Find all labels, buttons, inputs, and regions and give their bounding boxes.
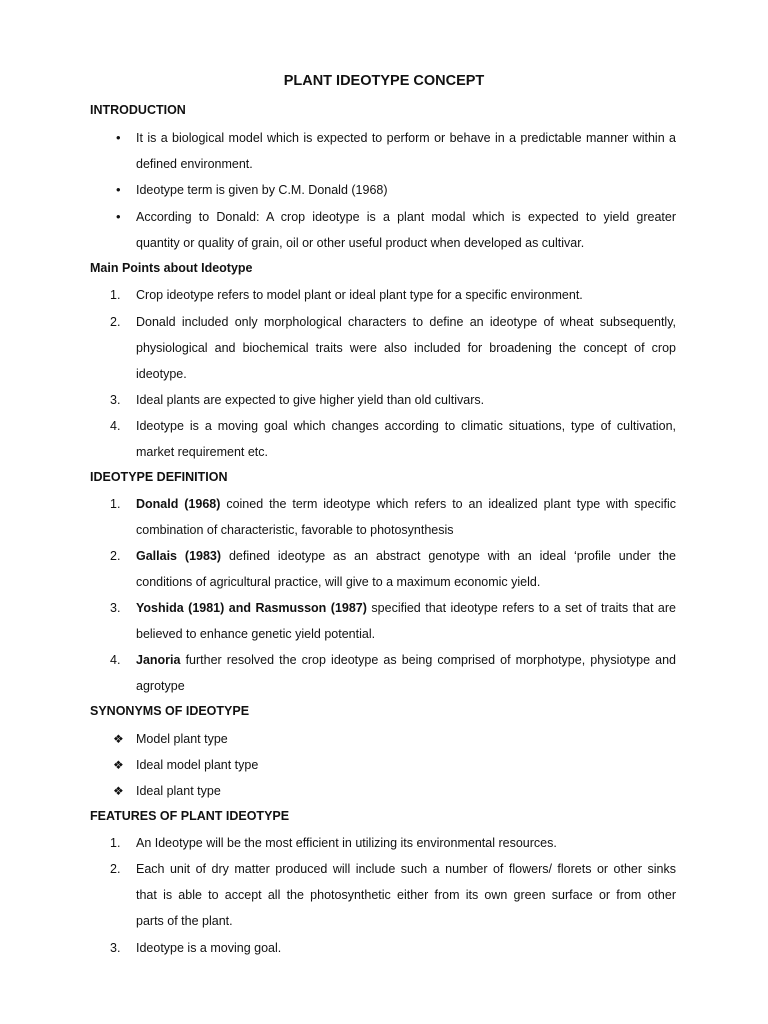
- definition-3-text: specified that ideotype refers to a set of traits that are: [366, 601, 677, 615]
- main-point-2-line-3: ideotype.: [136, 367, 187, 381]
- intro-item-2-line-1: Ideotype term is given by C.M. Donald (1968): [136, 183, 388, 197]
- list-number: 3.: [110, 393, 121, 407]
- definition-1-text: coined the term ideotype which refers to an idealized plant type with specific: [220, 497, 676, 511]
- heading-features: FEATURES OF PLANT IDEOTYPE: [90, 809, 290, 823]
- list-number: 2.: [110, 862, 121, 876]
- list-number: 2.: [110, 315, 121, 329]
- diamond-bullet-icon: ❖: [113, 784, 124, 798]
- synonym-item: Ideal model plant type: [136, 758, 259, 772]
- main-point-4-line-2: market requirement etc.: [136, 445, 268, 459]
- main-point-3-line-1: Ideal plants are expected to give higher yield than old cultivars.: [136, 393, 485, 407]
- bullet-marker: •: [116, 209, 121, 224]
- list-number: 3.: [110, 941, 121, 955]
- definition-4-text: further resolved the crop ideotype as being comprised of morphotype, physiotype and: [180, 653, 676, 667]
- list-number: 1.: [110, 288, 121, 302]
- definition-1-author: Donald (1968): [136, 497, 221, 511]
- list-number: 1.: [110, 497, 121, 511]
- feature-2-line-2: that is able to accept all the photosynthetic either from its own green surface or from other: [136, 888, 676, 902]
- list-number: 4.: [110, 653, 121, 667]
- list-number: 1.: [110, 836, 121, 850]
- diamond-bullet-icon: ❖: [113, 732, 124, 746]
- main-point-1-line-1: Crop ideotype refers to model plant or ideal plant type for a specific environment.: [136, 288, 583, 302]
- intro-item-3-line-2: quantity or quality of grain, oil or other useful product when developed as cultivar.: [136, 236, 585, 250]
- definition-1-line-1: [136, 496, 676, 512]
- list-number: 2.: [110, 549, 121, 563]
- definition-4-line-1: [136, 652, 676, 668]
- main-point-4-line-1: Ideotype is a moving goal which changes according to climatic situations, type of cultivation,: [136, 419, 676, 433]
- feature-1-line-1: An Ideotype will be the most efficient in utilizing its environmental resources.: [136, 836, 557, 850]
- heading-ideotype-definition: IDEOTYPE DEFINITION: [90, 470, 228, 484]
- definition-2-author: Gallais (1983): [136, 549, 222, 563]
- definition-1-line-2: combination of characteristic, favorable to photosynthesis: [136, 523, 454, 537]
- feature-2-line-1: Each unit of dry matter produced will include such a number of flowers/ florets or other sinks: [136, 862, 676, 876]
- definition-4-author: Janoria: [136, 653, 181, 667]
- definition-2-line-2: conditions of agricultural practice, will give to a maximum economic yield.: [136, 575, 541, 589]
- heading-introduction: INTRODUCTION: [90, 103, 186, 117]
- definition-4-line-2: agrotype: [136, 679, 185, 693]
- definition-2-text: defined ideotype as an abstract genotype with an ideal ‘profile under the: [221, 549, 676, 563]
- feature-2-line-3: parts of the plant.: [136, 914, 233, 928]
- main-point-2-line-1: Donald included only morphological characters to define an ideotype of wheat subsequently,: [136, 315, 676, 329]
- heading-synonyms: SYNONYMS OF IDEOTYPE: [90, 704, 250, 718]
- feature-3-line-1: Ideotype is a moving goal.: [136, 941, 282, 955]
- main-point-2-line-2: physiological and biochemical traits were also included for broadening the concept of crop: [136, 341, 676, 355]
- page-title: PLANT IDEOTYPE CONCEPT: [283, 73, 485, 89]
- intro-item-3-line-1: According to Donald: A crop ideotype is a plant modal which is expected to yield greater: [136, 210, 676, 224]
- bullet-marker: •: [116, 130, 121, 145]
- definition-3-authors: Yoshida (1981) and Rasmusson (1987): [136, 601, 367, 615]
- synonym-item: Model plant type: [136, 732, 228, 746]
- diamond-bullet-icon: ❖: [113, 758, 124, 772]
- bullet-marker: •: [116, 182, 121, 197]
- synonym-item: Ideal plant type: [136, 784, 221, 798]
- definition-3-line-1: [136, 600, 676, 616]
- definition-2-line-1: [136, 548, 676, 564]
- intro-item-1-line-2: defined environment.: [136, 157, 253, 171]
- intro-item-1-line-1: It is a biological model which is expected to perform or behave in a predictable manner within a: [136, 131, 676, 145]
- definition-3-line-2: believed to enhance genetic yield potential.: [136, 627, 376, 641]
- heading-main-points: Main Points about Ideotype: [90, 261, 253, 275]
- list-number: 3.: [110, 601, 121, 615]
- list-number: 4.: [110, 419, 121, 433]
